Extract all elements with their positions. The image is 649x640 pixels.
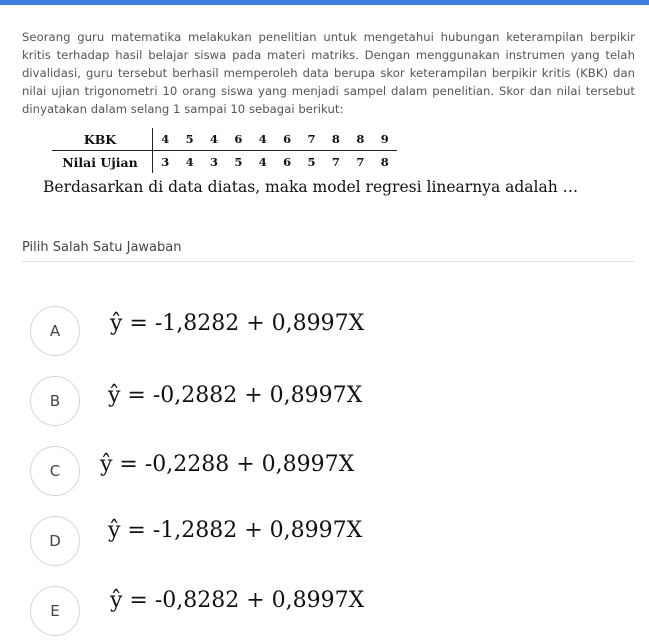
table-cell: 7 <box>356 155 365 169</box>
table-cell: 7 <box>299 128 323 151</box>
table-row-label: KBK <box>52 128 153 151</box>
option-letter-badge[interactable]: A <box>30 306 80 356</box>
table-cell: 4 <box>153 128 178 151</box>
top-accent-bar <box>0 0 649 5</box>
table-cell: 6 <box>226 128 250 151</box>
table-cell: 4 <box>202 128 226 151</box>
option-a[interactable] <box>30 306 590 360</box>
table-cell: 5 <box>234 155 243 169</box>
option-letter-badge[interactable]: D <box>30 516 80 566</box>
option-formula[interactable]: ŷ = -1,2882 + 0,8997X <box>108 518 363 543</box>
table-cell: 6 <box>275 128 299 151</box>
option-e[interactable] <box>30 586 590 640</box>
table-cell: 6 <box>283 155 292 169</box>
table-cell: 5 <box>307 155 316 169</box>
option-c[interactable] <box>30 446 590 500</box>
answer-section-label: Pilih Salah Satu Jawaban <box>22 240 182 255</box>
option-formula[interactable]: ŷ = -0,2288 + 0,8997X <box>100 452 355 477</box>
table-row-nilai <box>52 151 397 174</box>
table-cell: 8 <box>324 128 348 151</box>
table-row-kbk <box>52 128 397 151</box>
option-formula[interactable]: ŷ = -1,8282 + 0,8997X <box>110 311 365 336</box>
table-row-label: Nilai Ujian <box>62 154 138 170</box>
option-d[interactable] <box>30 516 590 570</box>
table-cell: 8 <box>380 155 389 169</box>
table-cell: 4 <box>251 128 275 151</box>
table-cell: 4 <box>185 155 194 169</box>
option-formula[interactable]: ŷ = -0,8282 + 0,8997X <box>110 588 365 613</box>
table-cell: 4 <box>258 155 267 169</box>
table-cell: 5 <box>177 128 201 151</box>
table-cell: 9 <box>373 128 397 151</box>
question-prompt: Berdasarkan di data diatas, maka model regresi linearnya adalah … <box>43 178 579 196</box>
option-letter-badge[interactable]: E <box>30 586 80 636</box>
option-formula[interactable]: ŷ = -0,2882 + 0,8997X <box>108 383 363 408</box>
table-cell: 7 <box>331 155 340 169</box>
table-cell: 3 <box>209 155 218 169</box>
divider <box>22 261 635 262</box>
data-table <box>52 128 397 173</box>
option-b[interactable] <box>30 376 590 430</box>
table-cell: 3 <box>153 151 178 174</box>
option-letter-badge[interactable]: C <box>30 446 80 496</box>
question-text: Seorang guru matematika melakukan penelitian untuk mengetahui hubungan keterampilan berpikir kritis terhadap hasil belajar siswa pada materi matriks. Dengan menggunakan instrumen yang telah divalidasi, guru tersebut berhasil memperoleh data berupa skor keterampilan berpikir kritis (KBK) dan nilai ujian trigonometri 10 orang siswa yang menjadi sampel dalam penelitian. Skor dan nilai tersebut dinyatakan dalam selang 1 sampai 10 sebagai berikut: <box>22 30 635 116</box>
table-cell: 8 <box>348 128 372 151</box>
option-letter-badge[interactable]: B <box>30 376 80 426</box>
